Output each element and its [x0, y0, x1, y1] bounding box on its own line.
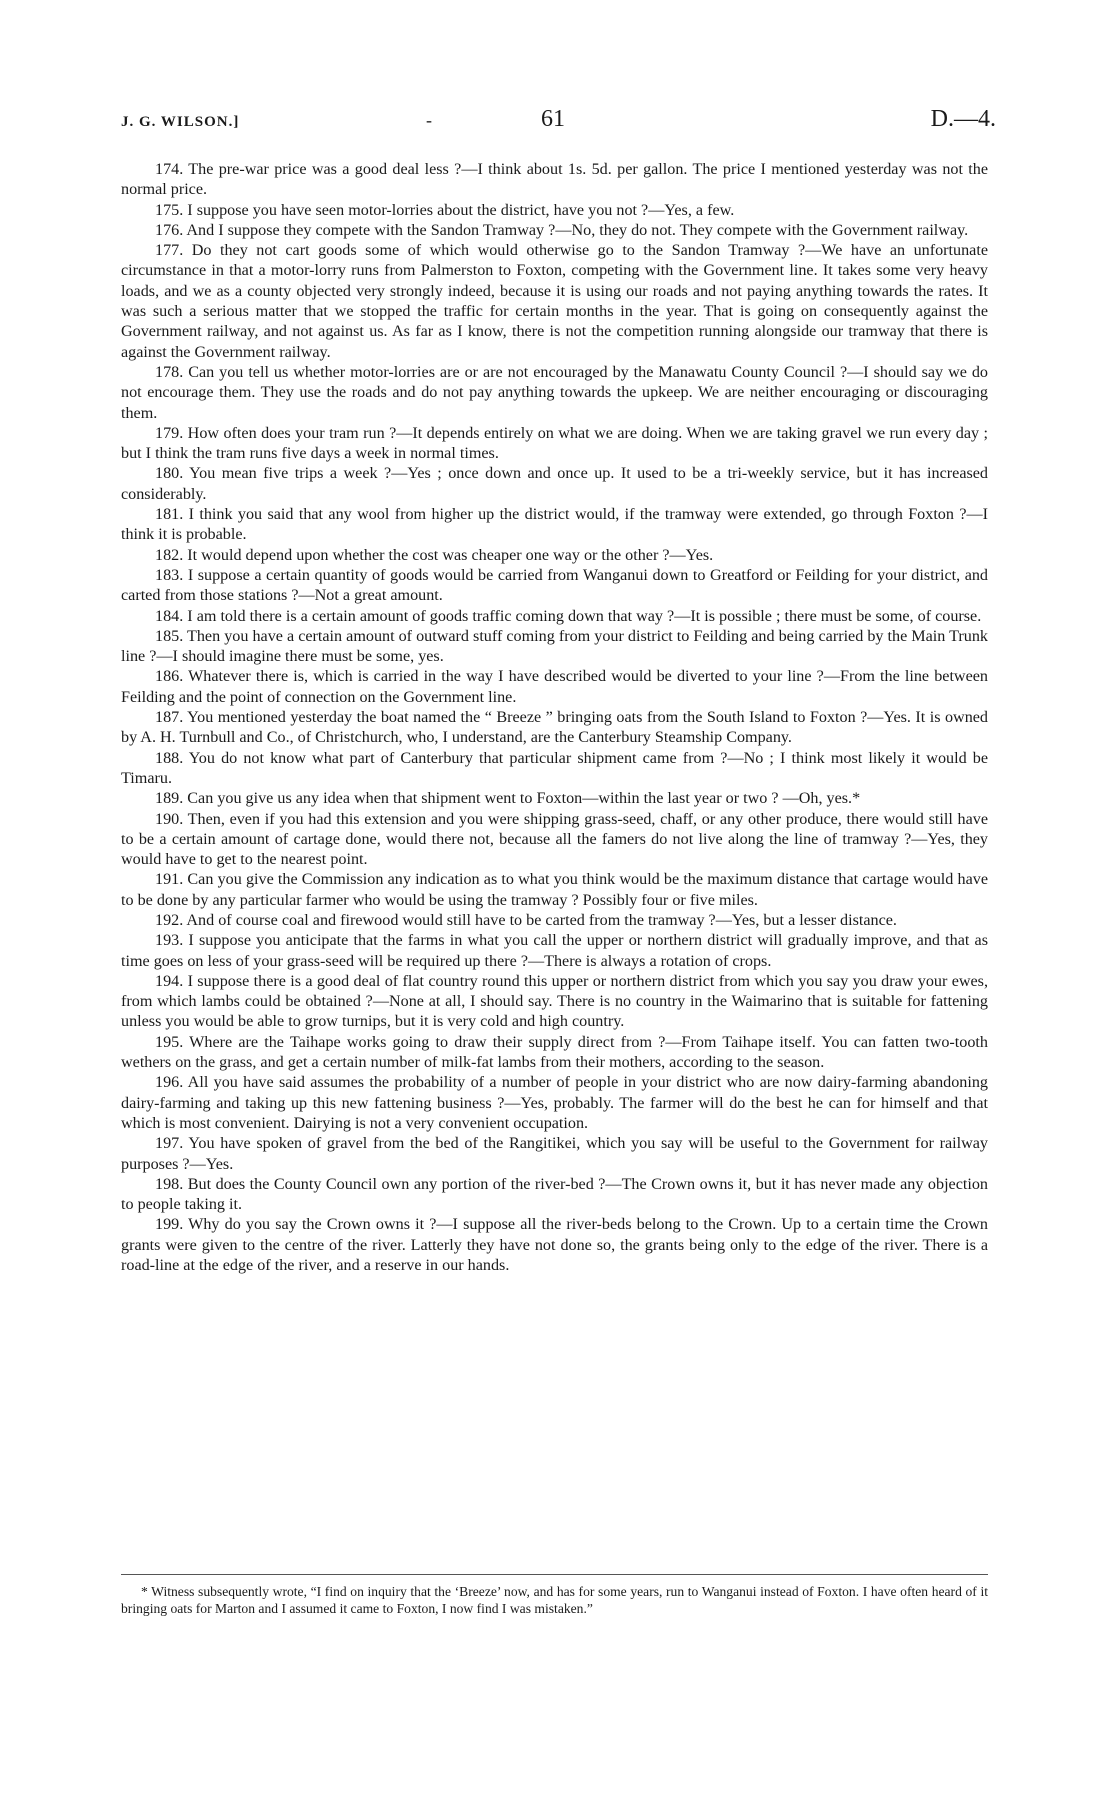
question-188: 188. You do not know what part of Canterbury that particular shipment came from ?—No ; I think most likely it would be Timaru.	[121, 749, 988, 787]
document-code: D.—4.	[930, 106, 996, 132]
question-199: 199. Why do you say the Crown owns it ?—I suppose all the river-beds belong to the Crown. Up to a certain time the Crown grants were given to the centre of the river. Latterly they have not done so, the grants being only to the edge of the river. There is a road-line at the edge of the river, and a reserve in our hands.	[121, 1216, 988, 1275]
question-198: 198. But does the County Council own any portion of the river-bed ?—The Crown owns it, but it has never made any objection to people taking it.	[121, 1175, 988, 1214]
question-190: 190. Then, even if you had this extension and you were shipping grass-seed, chaff, or any other produce, there would still have to be a certain amount of cartage done, would there not, because all the famers do not live along the line of tramway ?—Yes, they would have to get to the nearest point.	[121, 810, 988, 869]
question-197: 197. You have spoken of gravel from the bed of the Rangitikei, which you say will be useful to the Government for railway purposes ?—Yes.	[121, 1135, 988, 1173]
question-187: 187. You mentioned yesterday the boat named the “ Breeze ” bringing oats from the South Island to Foxton ?—Yes. It is owned by A. H. Turnbull and Co., of Christchurch, who, I understand, are the Canterbury Steamship Company.	[121, 709, 988, 747]
question-182: 182. It would depend upon whether the cost was cheaper one way or the other ?—Yes.	[155, 546, 714, 564]
question-193: 193. I suppose you anticipate that the farms in what you call the upper or northern district will gradually improve, and that as time goes on less of your grass-seed will be required up there ?—There is always a rotation of crops.	[121, 932, 988, 970]
footnote-rule	[121, 1574, 988, 1575]
question-183: 183. I suppose a certain quantity of goods would be carried from Wanganui down to Greatford or Feilding for your district, and carted from those stations ?—Not a great amount.	[121, 566, 988, 605]
question-178: 178. Can you tell us whether motor-lorries are or are not encouraged by the Manawatu County Council ?—I should say we do not encourage them. They use the roads and do not pay anything towards the upkeep. We are neither encouraging or discouraging them.	[121, 363, 988, 422]
question-184: 184. I am told there is a certain amount of goods traffic coming down that way ?—It is possible ; there must be some, of course.	[155, 607, 982, 625]
witness-name: J. G. WILSON.]	[121, 114, 240, 130]
question-186: 186. Whatever there is, which is carried in the way I have described would be diverted to your line ?—From the line between Feilding and the point of connection on the Government line.	[121, 668, 988, 706]
header-dash: -	[426, 110, 432, 130]
question-175: 175. I suppose you have seen motor-lorries about the district, have you not ?—Yes, a few.	[155, 201, 735, 219]
question-177: 177. Do they not cart goods some of which would otherwise go to the Sandon Tramway ?—We have an unfortunate circumstance in that a motor-lorry runs from Palmerston to Foxton, competing with the Government line. It takes some very heavy loads, and we as a county objected very strongly indeed, because it is using our roads and not paying anything towards the rates. It was such a serious matter that we stopped the traffic for certain months in the year. That is going on consequently against the Government railway, and not against us. As far as I know, there is not the competition running alongside our tramway that there is against the Government railway.	[121, 242, 988, 361]
question-180: 180. You mean five trips a week ?—Yes ; once down and once up. It used to be a tri-weekly service, but it has increased considerably.	[121, 465, 988, 503]
question-181: 181. I think you said that any wool from higher up the district would, if the tramway were extended, go through Foxton ?—I think it is probable.	[121, 506, 988, 544]
question-189: 189. Can you give us any idea when that shipment went to Foxton—within the last year or two ? —Oh, yes.*	[155, 790, 861, 808]
question-192: 192. And of course coal and firewood would still have to be carted from the tramway ?—Yes, but a lesser distance.	[155, 911, 897, 929]
question-185: 185. Then you have a certain amount of outward stuff coming from your district to Feilding and being carried by the Main Trunk line ?—I should imagine there must be some, yes.	[121, 627, 988, 666]
page-number: 61	[541, 106, 565, 132]
question-174: 174. The pre-war price was a good deal less ?—I think about 1s. 5d. per gallon. The price I mentioned yesterday was not the normal price.	[121, 161, 988, 199]
question-176: 176. And I suppose they compete with the Sandon Tramway ?—No, they do not. They compete with the Government railway.	[155, 221, 969, 239]
question-191: 191. Can you give the Commission any indication as to what you think would be the maximum distance that cartage would have to be done by any particular farmer who would be using the tramway ? Possibly four or five miles.	[121, 871, 988, 909]
question-195: 195. Where are the Taihape works going to draw their supply direct from ?—From Taihape itself. You can fatten two-tooth wethers on the grass, and get a certain number of milk-fat lambs from their mothers, according to the season.	[121, 1033, 988, 1072]
question-194: 194. I suppose there is a good deal of flat country round this upper or northern district from which you say you draw your ewes, from which lambs could be obtained ?—None at all, I should say. There is no country in the Waimarino that is suitable for fattening unless you would be able to grow turnips, but it is very cold and high country.	[121, 972, 988, 1031]
testimony-body	[121, 160, 988, 1276]
question-196: 196. All you have said assumes the probability of a number of people in your district who are now dairy-farming abandoning dairy-farming and taking up this new fattening business ?—Yes, probably. The farmer will do the best he can for himself and that which is most convenient. Dairying is not a very convenient occupation.	[121, 1074, 988, 1132]
page-header	[121, 104, 996, 144]
footnote: * Witness subsequently wrote, “I find on inquiry that the ‘Breeze’ now, and has for some years, run to Wanganui instead of Foxton. I have often heard of it bringing oats for Marton and I assumed it came to Foxton, I now find I was mistaken.”	[121, 1584, 988, 1616]
question-179: 179. How often does your tram run ?—It depends entirely on what we are doing. When we are taking gravel we run every day ; but I think the tram runs five days a week in normal times.	[121, 424, 988, 463]
